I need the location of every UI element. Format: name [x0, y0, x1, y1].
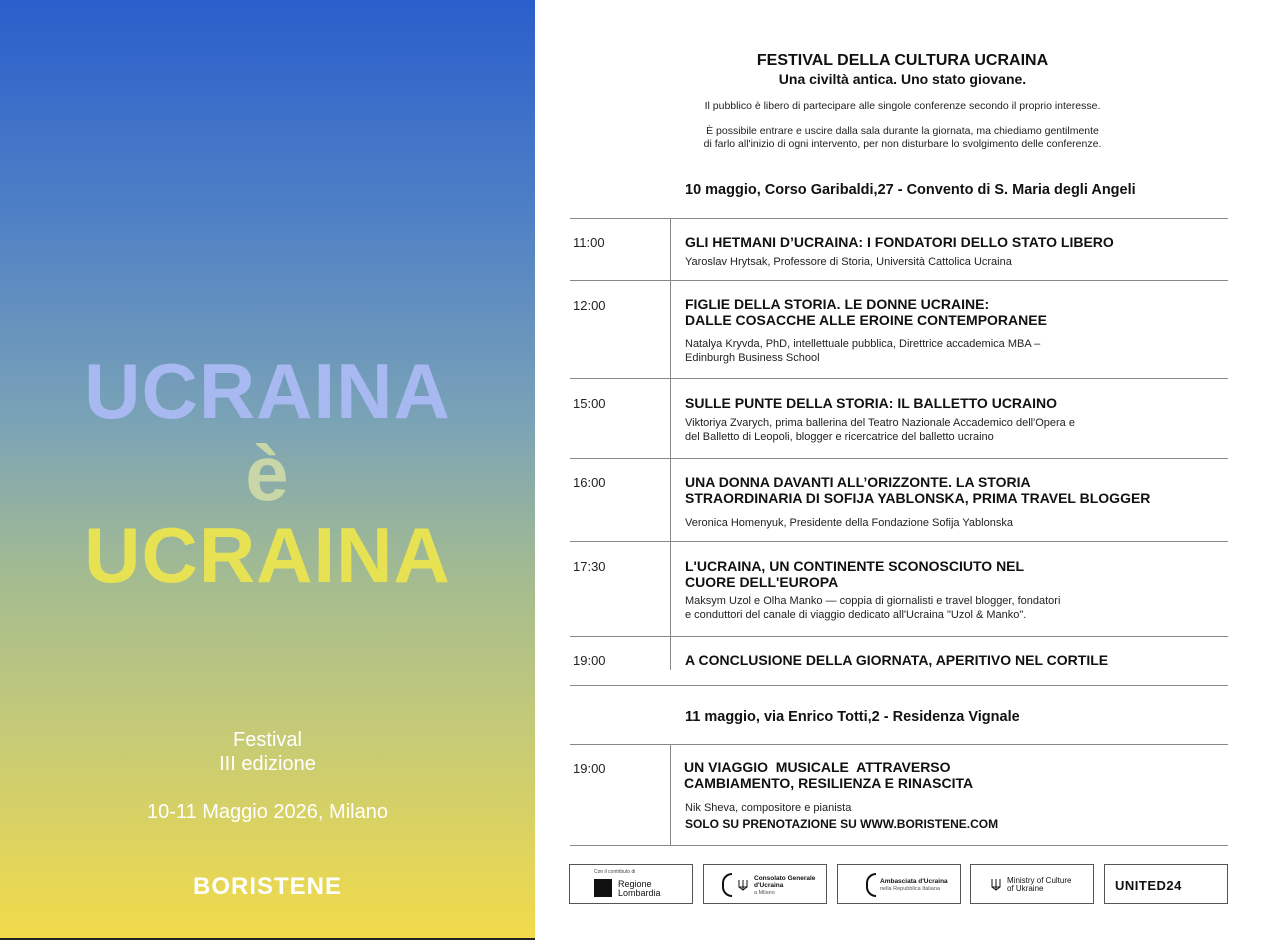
event-title — [685, 652, 1225, 668]
event-time: 12:00 — [573, 298, 606, 313]
event-title — [685, 474, 1225, 506]
divider — [570, 378, 1228, 379]
event-title-line: FIGLIE DELLA STORIA. LE DONNE UCRAINE: — [685, 296, 990, 312]
event-time: 11:00 — [573, 235, 605, 250]
poster-dates: 10-11 Maggio 2026, Milano — [147, 801, 388, 823]
ambasciata-emblem-icon — [866, 873, 876, 897]
event-speaker — [685, 255, 1185, 269]
consolato-line3: a Milano — [754, 890, 775, 896]
event-speaker-line: del Balletto di Leopoli, blogger e ricercatrice del balletto ucraino — [685, 431, 994, 443]
poster-edition-label: III edizione — [219, 753, 316, 775]
ambasciata-line1: Ambasciata d'Ucraina — [880, 878, 948, 885]
event-title — [685, 395, 1225, 411]
event-title-line: A CONCLUSIONE DELLA GIORNATA, APERITIVO NEL CORTILE — [685, 652, 1109, 668]
ambasciata-line2: nella Repubblica Italiana — [880, 886, 940, 892]
divider — [570, 685, 1228, 686]
event-time: 15:00 — [573, 396, 606, 411]
consolato-emblem-icon — [722, 873, 732, 897]
consolato-logo — [703, 864, 827, 904]
day2-heading: 11 maggio, via Enrico Totti,2 - Residenza Vignale — [685, 709, 1020, 725]
event-time: 19:00 — [573, 653, 606, 668]
divider — [570, 636, 1228, 637]
united24-logo — [1104, 864, 1228, 904]
event-speaker-line: Yaroslav Hrytsak, Professore di Storia, Università Cattolica Ucraina — [685, 256, 1012, 268]
event-title-line: L'UCRAINA, UN CONTINENTE SCONOSCIUTO NEL — [685, 558, 1025, 574]
event-speaker: Nik Sheva, compositore e pianista — [685, 802, 852, 814]
poster-title — [0, 347, 535, 599]
event-time: 16:00 — [573, 475, 606, 490]
event-title-line: STRAORDINARIA DI SOFIJA YABLONSKA, PRIMA TRAVEL BLOGGER — [685, 490, 1151, 506]
divider — [570, 458, 1228, 459]
poster-title-line3: UCRAINA — [84, 511, 451, 599]
ambasciata-logo — [837, 864, 961, 904]
column-separator — [670, 744, 671, 845]
united24-text: UNITED24 — [1115, 878, 1182, 893]
day1-heading: 10 maggio, Corso Garibaldi,27 - Convento di S. Maria degli Angeli — [685, 182, 1136, 198]
event-speaker — [685, 594, 1185, 622]
poster-title-line2: è — [245, 429, 290, 517]
program-header — [570, 52, 1235, 151]
lombardia-contrib-text: Con il contributo di — [594, 869, 636, 875]
poster-edition — [0, 728, 535, 776]
column-separator — [670, 218, 671, 670]
festival-title: FESTIVAL DELLA CULTURA UCRAINA — [756, 52, 1049, 69]
event-title — [684, 759, 1224, 791]
event-speaker-line: Edinburgh Business School — [685, 352, 820, 364]
ministry-line2: of Ukraine — [1007, 884, 1044, 893]
ministry-of-culture-logo — [970, 864, 1094, 904]
divider — [570, 845, 1228, 846]
trident-icon — [991, 878, 1001, 891]
lombardia-line2: Lombardia — [618, 888, 661, 898]
festival-poster — [0, 0, 535, 940]
event-time: 19:00 — [573, 761, 606, 776]
entry-note-line1: È possibile entrare e uscire dalla sala durante la giornata, ma chiediamo gentilmente — [706, 125, 1099, 137]
event-speaker-line: Maksym Uzol e Olha Manko — coppia di giornalisti e travel blogger, fondatori — [685, 595, 1061, 607]
divider — [570, 541, 1228, 542]
event-title — [685, 234, 1225, 250]
event-speaker-line: Natalya Kryvda, PhD, intellettuale pubblica, Direttrice accademica MBA – — [685, 338, 1041, 350]
consolato-line2: d'Ucraina — [754, 882, 784, 889]
event-speaker-line: e conduttori del canale di viaggio dedicato all'Ucraina "Uzol & Manko". — [685, 609, 1027, 621]
regione-lombardia-logo — [569, 864, 693, 904]
event-speaker-line: Viktoriya Zvarych, prima ballerina del Teatro Nazionale Accademico dell'Opera e — [685, 417, 1075, 429]
festival-subtitle: Una civiltà antica. Uno stato giovane. — [778, 71, 1027, 87]
booking-notice: SOLO SU PRENOTAZIONE SU WWW.BORISTENE.COM — [685, 817, 999, 831]
event-speaker-line: Veronica Homenyuk, Presidente della Fondazione Sofija Yablonska — [685, 517, 1013, 529]
trident-icon — [738, 879, 748, 891]
event-title-line: CAMBIAMENTO, RESILIENZA E RINASCITA — [684, 775, 974, 791]
sponsor-logos — [569, 864, 1229, 904]
divider — [570, 218, 1228, 219]
event-time: 17:30 — [573, 559, 606, 574]
boristene-logo: BORISTENE — [192, 873, 342, 900]
event-title-line: GLI HETMANI D’UCRAINA: I FONDATORI DELLO STATO LIBERO — [685, 234, 1114, 250]
event-speaker — [685, 416, 1185, 444]
poster-title-line1: UCRAINA — [84, 347, 451, 435]
event-title-line: DALLE COSACCHE ALLE EROINE CONTEMPORANEE — [685, 312, 1047, 328]
entry-note — [570, 125, 1235, 151]
lombardia-line1: Regione — [618, 879, 652, 889]
event-title-line: UN VIAGGIO MUSICALE ATTRAVERSO — [684, 759, 951, 775]
event-title — [685, 558, 1225, 590]
ministry-line1: Ministry of Culture — [1007, 876, 1072, 885]
event-title-line: CUORE DELL'EUROPA — [685, 574, 839, 590]
event-title-line: UNA DONNA DAVANTI ALL’ORIZZONTE. LA STORIA — [685, 474, 1031, 490]
event-title-line: SULLE PUNTE DELLA STORIA: IL BALLETTO UCRAINO — [685, 395, 1058, 411]
poster-festival-label: Festival — [233, 729, 302, 751]
entry-note-line2: di farlo all'inizio di ogni intervento, per non disturbare lo svolgimento delle conferenze. — [703, 138, 1102, 150]
divider — [570, 280, 1228, 281]
divider — [570, 744, 1228, 745]
lombardia-rose-icon — [594, 879, 612, 897]
consolato-line1: Consolato Generale — [754, 875, 816, 882]
event-speaker — [685, 337, 1185, 365]
attendance-note: Il pubblico è libero di partecipare alle singole conferenze secondo il proprio interesse. — [704, 100, 1101, 112]
event-title — [685, 296, 1225, 328]
event-speaker — [685, 516, 1185, 530]
